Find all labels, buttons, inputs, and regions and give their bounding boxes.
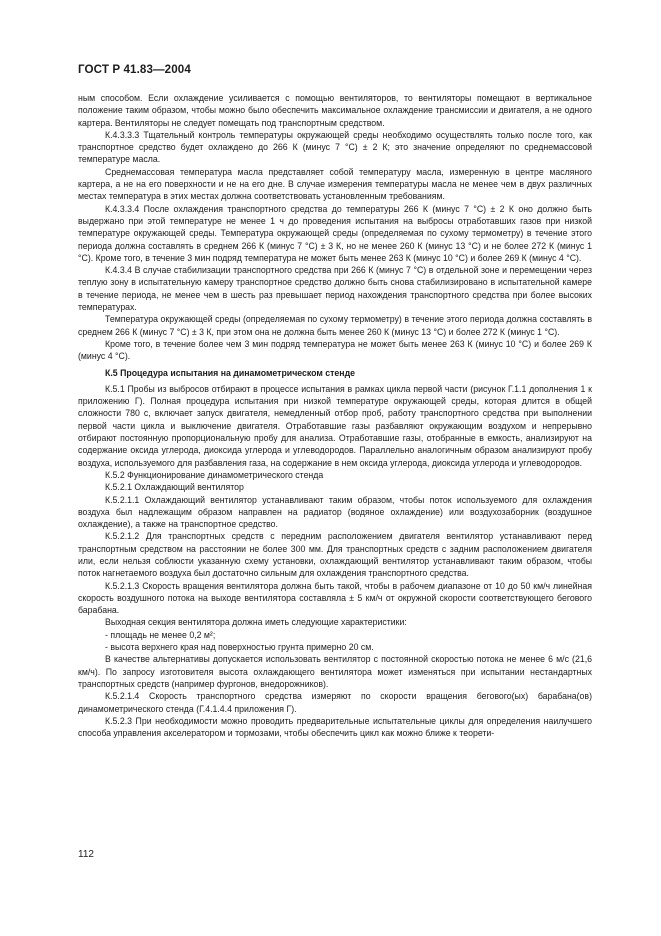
page-number: 112 <box>78 849 94 860</box>
list-item: - высота верхнего края над поверхностью грунта примерно 20 см. <box>105 642 374 653</box>
document-header: ГОСТ Р 41.83—2004 <box>78 63 191 76</box>
paragraph: Выходная секция вентилятора должна иметь следующие характеристики: <box>105 617 407 628</box>
paragraph: Среднемассовая температура масла представляет собой температуру масла, измеренную в центре масляного картера, а не на его поверхности и не на его дне. В случае измерения температуры масла не менее чем в двух различных местах температура в этих местах должна соответствовать установленным требованиям. <box>78 166 592 202</box>
paragraph: К.5.2.3 При необходимости можно проводить предварительные испытательные циклы для определения наилучшего способа управления акселератором и тормозами, чтобы обеспечить цикл как можно ближе к теорети- <box>78 715 592 739</box>
paragraph: К.4.3.3.3 Тщательный контроль температуры окружающей среды необходимо осуществлять только после того, как транспортное средство будет охлаждено до 266 К (минус 7 °С) ± 2 К; это значение определяют по среднемассовой температуре масла. <box>78 129 592 165</box>
list-item: - площадь не менее 0,2 м²; <box>105 629 216 640</box>
section-heading: К.5 Процедура испытания на динамометрическом стенде <box>105 367 356 378</box>
paragraph: К.5.2.1.2 Для транспортных средств с передним расположением двигателя вентилятор устанавливают перед транспортным средством на расстоянии не более 300 мм. Для транспортных средств с задним расположением двигателя или, если нельзя соблюсти указанную схему установки, охлаждающий вентилятор устанавливают таким образом, чтобы поток нагнетаемого воздуха был достаточно сильным для охлаждения транспортного средства. <box>78 531 592 579</box>
paragraph: К.5.1 Пробы из выбросов отбирают в процессе испытания в рамках цикла первой части (рисунок Г.1.1 дополнения 1 к приложению Г). Полная процедура испытания при низкой температуре окружающей среды, которая длится в общей сложности 780 с, включает запуск двигателя, немедленный отбор проб, работу транспортного средства при выполнении первой части цикла и выключение двигателя. Отработавшие газы разбавляют окружающим воздухом и непрерывно отбирают постоянную пропорциональную пробу для анализа. Отработавшие газы, отобранные в емкость, анализируют на содержание оксида углерода, диоксида углерода и углеводородов. Параллельно аналогичным образом анализируют пробу воздуха, используемого для разбавления газа, на содержание в нем оксида углерода, диоксида углерода и углеводородов. <box>78 383 592 468</box>
paragraph: К.5.2.1.4 Скорость транспортного средства измеряют по скорости вращения бегового(ых) барабана(ов) динамометрического стенда (Г.4.1.4.4 приложения Г). <box>78 691 592 714</box>
paragraph: К.5.2.1.1 Охлаждающий вентилятор устанавливают таким образом, чтобы поток используемого для охлаждения воздуха был надлежащим образом направлен на радиатор (водяное охлаждение) или воздухозаборник (воздушное охлаждение), а также на транспортное средство. <box>78 494 592 530</box>
document-body <box>78 92 592 739</box>
subsection-heading: К.5.2 Функционирование динамометрического стенда <box>105 469 324 480</box>
paragraph: ным способом. Если охлаждение усиливается с помощью вентиляторов, то вентиляторы помещают в вертикальное положение таким образом, чтобы можно было обеспечить максимальное охлаждение трансмиссии и двигателя, а не одного картера. Вентиляторы не следует помещать под транспортным средством. <box>78 93 592 128</box>
paragraph: Кроме того, в течение более чем 3 мин подряд температура не может быть менее 263 К (минус 10 °С) и более 269 К (минус 4 °С). <box>78 338 592 362</box>
paragraph: К.4.3.3.4 После охлаждения транспортного средства до температуры 266 К (минус 7 °С) ± 2 К оно должно быть выдержано при этой температуре не менее 1 ч до проведения испытания на выбросы отработавших газов при низкой температуре окружающей среды. Температура окружающей среды (определяемая по сухому термометру) в течение этого периода должна составлять в среднем 266 К (минус 7 °С) ± 3 К, но не менее 260 К (минус 13 °С) и не более 272 К (минус 1 °С). Кроме того, в течение 3 мин подряд температура не может быть менее 263 К (минус 10 °С) и более 269 К (минус 4 °С). <box>78 203 592 263</box>
paragraph: К.5.2.1.3 Скорость вращения вентилятора должна быть такой, чтобы в рабочем диапазоне от 10 до 50 км/ч линейная скорость воздушного потока на выходе вентилятора составляла ± 5 км/ч от окружной скорости соответствующего бегового барабана. <box>78 580 592 616</box>
paragraph: К.4.3.4 В случае стабилизации транспортного средства при 266 К (минус 7 °С) в отдельной зоне и перемещении через теплую зону в испытательную камеру транспортное средство должно быть снова стабилизировано в испытательной камере в течение периода, не менее чем в шесть раз превышает период нахождения транспортного средства при более высоких температурах. <box>78 265 592 313</box>
paragraph: В качестве альтернативы допускается использовать вентилятор с постоянной скоростью потока не менее 6 м/с (21,6 км/ч). По запросу изготовителя высота охлаждающего вентилятора может изменяться при испытании нестандартных транспортных средств (например фургонов, внедорожников). <box>78 654 592 689</box>
paragraph: Температура окружающей среды (определяемая по сухому термометру) в течение этого периода должна составлять в среднем 266 К (минус 7 °С) ± 3 К, при этом она не должна быть менее 260 К (минус 13 °С) и более 272 К (минус 1 °С). <box>78 314 592 337</box>
subsection-heading: К.5.2.1 Охлаждающий вентилятор <box>105 482 244 493</box>
